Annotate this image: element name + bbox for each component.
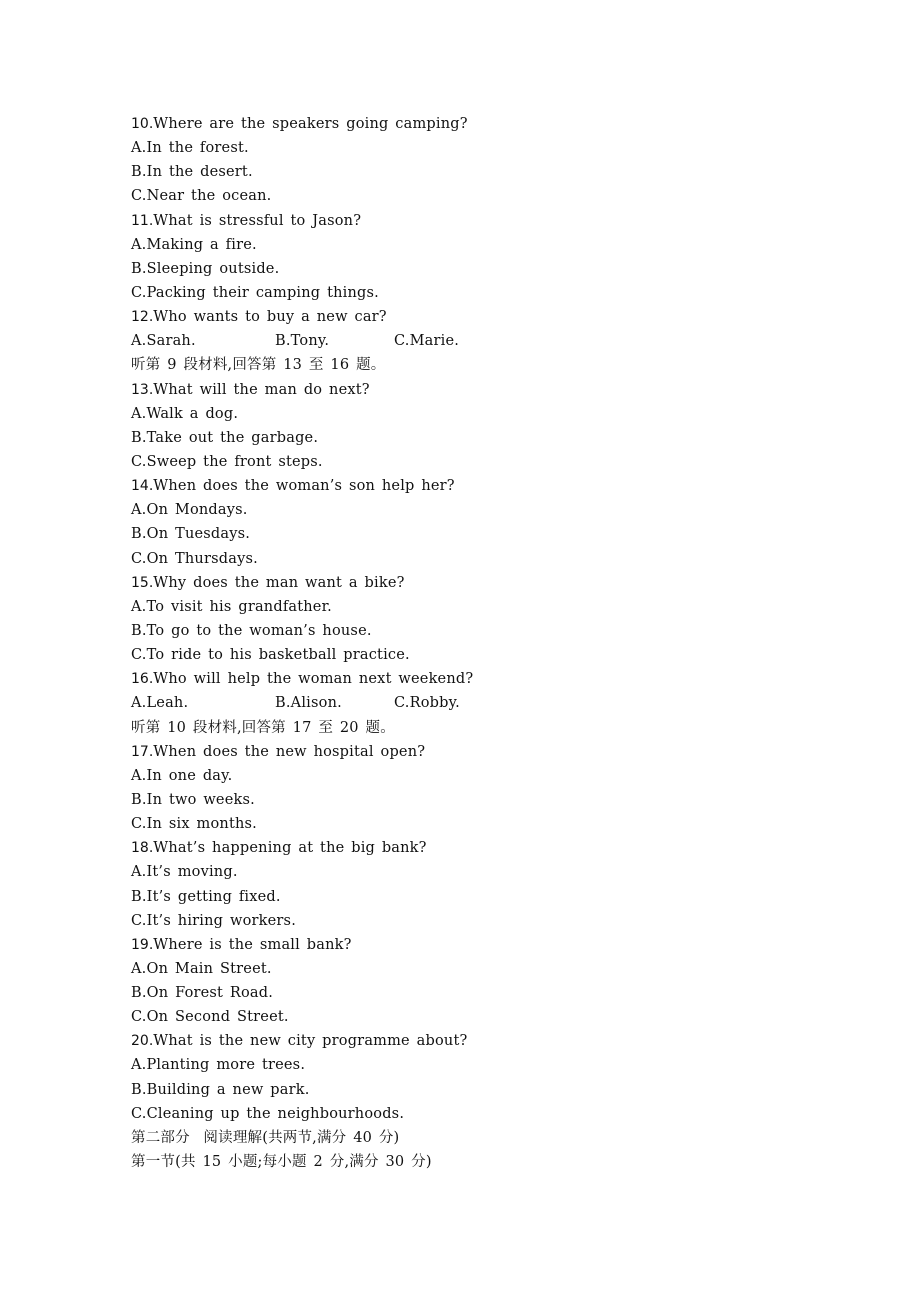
option-c: C.Marie. [394, 333, 460, 350]
question-15 [131, 571, 831, 595]
option-c: C.Packing their camping things. [131, 284, 379, 301]
option-a: A.To visit his grandfather. [131, 598, 332, 615]
question-19 [131, 933, 831, 957]
question-number: 12. [131, 309, 154, 326]
section-instruction-10: 听第 10 段材料,回答第 17 至 20 题。 [131, 719, 395, 736]
option-a: A.On Mondays. [131, 502, 248, 519]
question-11 [131, 209, 831, 233]
option-a: A.On Main Street. [131, 960, 272, 977]
question-text: Why does the man want a bike? [153, 574, 405, 591]
option-a: A.Planting more trees. [131, 1057, 306, 1074]
option-a: A.It’s moving. [131, 864, 238, 881]
question-17 [131, 740, 831, 764]
question-20 [131, 1029, 831, 1053]
question-14 [131, 474, 831, 498]
question-number: 16. [131, 671, 154, 688]
option-c: C.To ride to his basketball practice. [131, 647, 410, 664]
option-b: B.To go to the woman’s house. [131, 622, 372, 639]
option-a: A.Making a fire. [131, 236, 257, 253]
option-c: C.In six months. [131, 816, 257, 833]
option-b: B.Building a new park. [131, 1081, 310, 1098]
question-text: What will the man do next? [153, 381, 370, 398]
options-row [131, 329, 831, 353]
option-b: B.Tony. [275, 333, 330, 350]
question-number: 19. [131, 936, 154, 953]
option-b: B.Take out the garbage. [131, 429, 319, 446]
option-a: A.Leah. [131, 695, 189, 712]
part2-section1-heading: 第一节(共 15 小题;每小题 2 分,满分 30 分) [131, 1154, 432, 1171]
option-c: C.Sweep the front steps. [131, 453, 323, 470]
option-b: B.Sleeping outside. [131, 260, 280, 277]
option-b: B.On Forest Road. [131, 985, 274, 1002]
question-text: Who wants to buy a new car? [153, 309, 387, 326]
question-text: Who will help the woman next weekend? [153, 671, 474, 688]
option-c: C.It’s hiring workers. [131, 912, 296, 929]
question-12 [131, 305, 831, 329]
question-text: When does the new hospital open? [153, 743, 426, 760]
option-a: A.In one day. [131, 767, 233, 784]
question-number: 18. [131, 840, 154, 857]
question-18 [131, 836, 831, 860]
question-text: What’s happening at the big bank? [153, 840, 427, 857]
question-text: What is the new city programme about? [153, 1033, 468, 1050]
options-row [131, 691, 831, 715]
option-a: A.Walk a dog. [131, 405, 239, 422]
question-number: 11. [131, 212, 154, 229]
question-10 [131, 112, 831, 136]
option-b: B.On Tuesdays. [131, 526, 251, 543]
option-c: C.On Second Street. [131, 1009, 289, 1026]
option-a: A.In the forest. [131, 140, 249, 157]
question-number: 17. [131, 743, 154, 760]
part2-heading: 第二部分 阅读理解(共两节,满分 40 分) [131, 1129, 400, 1146]
question-number: 14. [131, 478, 154, 495]
option-b: B.Alison. [275, 695, 342, 712]
document-page [131, 112, 831, 1174]
question-number: 13. [131, 381, 154, 398]
option-c: C.Near the ocean. [131, 188, 272, 205]
option-b: B.It’s getting fixed. [131, 888, 281, 905]
question-text: When does the woman’s son help her? [153, 478, 455, 495]
question-text: Where is the small bank? [153, 936, 352, 953]
option-b: B.In two weeks. [131, 791, 255, 808]
option-c: C.Robby. [394, 695, 460, 712]
option-c: C.On Thursdays. [131, 550, 258, 567]
section-instruction-9: 听第 9 段材料,回答第 13 至 16 题。 [131, 357, 386, 374]
option-a: A.Sarah. [131, 333, 196, 350]
question-13 [131, 378, 831, 402]
question-text: What is stressful to Jason? [153, 212, 362, 229]
question-number: 15. [131, 574, 154, 591]
question-16 [131, 667, 831, 691]
option-b: B.In the desert. [131, 164, 253, 181]
question-number: 10. [131, 116, 154, 132]
question-number: 20. [131, 1033, 154, 1050]
question-text: Where are the speakers going camping? [153, 116, 468, 132]
option-c: C.Cleaning up the neighbourhoods. [131, 1105, 405, 1122]
